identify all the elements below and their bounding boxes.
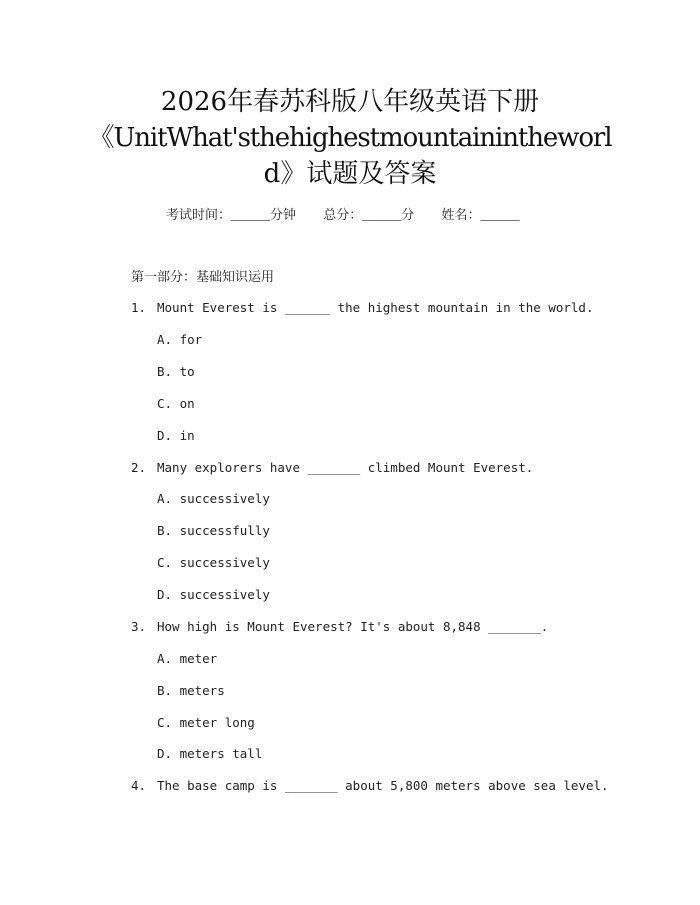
exam-time: 考试时间：______分钟 <box>166 207 297 222</box>
option-1b: B. to <box>157 364 195 379</box>
title-line-2: 《UnitWhat'sthehighestmountainintheworl <box>88 123 612 153</box>
exam-score: 总分：______分 <box>323 207 415 222</box>
question-3 <box>131 619 548 634</box>
question-1 <box>131 300 594 315</box>
option-1a: A. for <box>157 332 203 347</box>
question-text: The base camp is _______ about 5,800 meters above sea level. <box>157 778 609 793</box>
option-1c: C. on <box>157 396 195 411</box>
title-line-3: d》试题及答案 <box>263 159 437 189</box>
question-4 <box>131 778 609 793</box>
option-3a: A. meter <box>157 651 218 666</box>
question-text: Mount Everest is ______ the highest mountain in the world. <box>157 300 594 315</box>
option-2b: B. successfully <box>157 523 270 538</box>
option-2a: A. successively <box>157 491 270 506</box>
option-3d: D. meters tall <box>157 746 263 761</box>
question-number: 4. <box>131 778 147 793</box>
question-text: How high is Mount Everest? It's about 8,848 _______. <box>157 619 549 634</box>
exam-info <box>166 204 544 223</box>
question-number: 3. <box>131 619 147 634</box>
option-2c: C. successively <box>157 555 270 570</box>
exam-name: 姓名：______ <box>441 207 520 222</box>
option-3c: C. meter long <box>157 715 255 730</box>
option-3b: B. meters <box>157 683 225 698</box>
title-line-1: 2026年春苏科版八年级英语下册 <box>160 87 540 117</box>
option-2d: D. successively <box>157 587 270 602</box>
question-number: 2. <box>131 460 147 475</box>
question-number: 1. <box>131 300 147 315</box>
option-1d: D. in <box>157 428 195 443</box>
question-2 <box>131 460 533 475</box>
document-title <box>70 84 630 192</box>
question-text: Many explorers have _______ climbed Mount Everest. <box>157 460 534 475</box>
section-title: 第一部分：基础知识运用 <box>131 269 275 284</box>
